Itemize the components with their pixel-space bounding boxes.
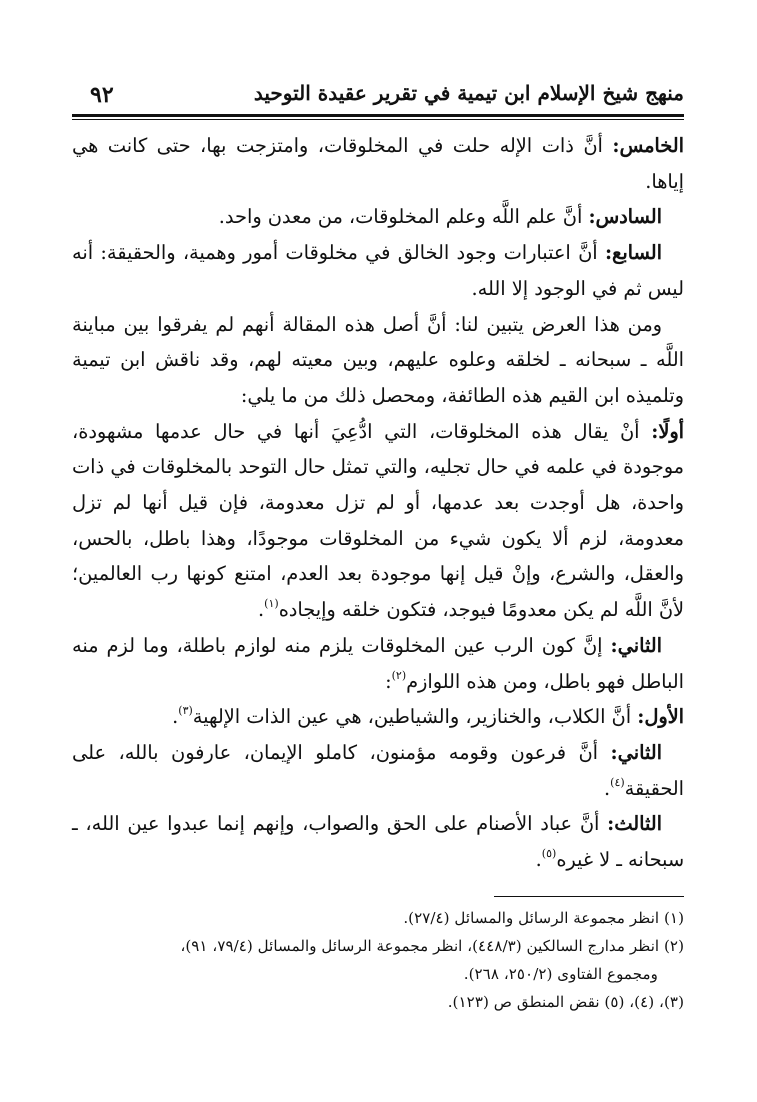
item-text: أنْ يقال هذه المخلوقات، التي ادُّعِيَ أنها في حال عدمها مشهودة، موجودة في علمه في حال تجليه، والتي تمثل حال التوحد بالمخلوقات في ذات واحدة، هل أوجدت بعد عدمها، أو لم تزل معدومة، فإن قيل أنها لم تزل معدومة، لزم ألا يكون شيء من المخلوقات موجودًا، وهذا باطل، بالحس، والعقل، والشرع، وإنْ قيل إنها موجودة بعد العدم، امتنع كونها رب العالمين؛ لأنَّ اللَّه لم يكن معدومًا فيوجد، فتكون خلقه وإيجاده: [72, 419, 684, 622]
item-label: أولًا:: [651, 419, 684, 443]
footnote-separator: [494, 896, 684, 897]
paragraph-first-refutation: [72, 414, 684, 628]
paragraph-second-refutation: [72, 628, 684, 699]
item-text: إنَّ كون الرب عين المخلوقات يلزم منه لوازم باطلة، وما لزم منه الباطل فهو باطل، ومن هذه اللوازم: [72, 633, 684, 693]
item-label: الثالث:: [607, 812, 662, 836]
item-label: السابع:: [604, 241, 662, 265]
footnote-ref: (٣): [178, 704, 193, 718]
paragraph-summary: [72, 307, 684, 414]
footnotes: [72, 904, 684, 1016]
header-rule-thin: [72, 119, 684, 120]
header-rule-thick: [72, 114, 684, 117]
item-label: السادس:: [588, 205, 662, 229]
main-text: [72, 128, 684, 878]
item-tail: :: [385, 669, 392, 693]
footnote-2: (٢) انظر مدارج السالكين (٤٤٨/٣)، انظر مجموعة الرسائل والمسائل (٧٩/٤، ٩١)،: [180, 937, 684, 955]
item-tail: .: [535, 848, 542, 872]
item-text: أنَّ فرعون وقومه مؤمنون، كاملو الإيمان، عارفون بالله، على الحقيقة: [72, 740, 684, 800]
page-number: ٩٢: [90, 82, 114, 108]
paragraph-fifth: [72, 128, 684, 199]
item-tail: .: [258, 598, 265, 622]
item-text: أنَّ علم اللَّه وعلم المخلوقات، من معدن واحد.: [218, 205, 589, 229]
page-header: [72, 78, 684, 110]
running-title: منهج شيخ الإسلام ابن تيمية في تقرير عقيدة التوحيد: [253, 81, 684, 105]
item-label: الثاني:: [610, 633, 662, 657]
item-text: أنَّ اعتبارات وجود الخالق في مخلوقات أمور وهمية، والحقيقة: أنه ليس ثم في الوجود إلا الله.: [72, 241, 684, 300]
item-text: أنَّ عباد الأصنام على الحق والصواب، وإنهم إنما عبدوا عين الله، ـ سبحانه ـ لا غيره: [72, 812, 684, 872]
item-tail: .: [172, 705, 179, 729]
item-label: الخامس:: [612, 134, 684, 157]
footnote-ref: (٤): [610, 775, 625, 789]
item-text: أنَّ ذات الإله حلت في المخلوقات، وامتزجت بها، حتى كانت هي إياها.: [72, 134, 684, 193]
item-text: أنَّ الكلاب، والخنازير، والشياطين، هي عين الذات الإلهية: [192, 705, 638, 729]
item-tail: .: [604, 776, 611, 800]
paragraph-sixth: [72, 199, 684, 235]
paragraph-consequence-2: [72, 735, 684, 806]
paragraph-consequence-3: [72, 806, 684, 877]
item-text: ومن هذا العرض يتبين لنا: أنَّ أصل هذه المقالة أنهم لم يفرقوا بين مباينة اللَّه ـ سبحانه ـ لخلقه وعلوه عليهم، وبين معيته لهم، وقد ناقش ابن تيمية وتلميذه ابن القيم هذه الطائفة، ومحصل ذلك من ما يلي:: [72, 312, 684, 407]
footnote-ref: (٥): [541, 847, 557, 861]
item-label: الثاني:: [610, 740, 662, 764]
footnote-1: (١) انظر مجموعة الرسائل والمسائل (٢٧/٤).: [403, 909, 684, 927]
item-label: الأول:: [637, 705, 684, 729]
paragraph-consequence-1: [72, 699, 684, 735]
paragraph-seventh: [72, 235, 684, 306]
footnote-3-5: (٣)، (٤)، (٥) نقض المنطق ص (١٢٣).: [447, 993, 684, 1011]
footnote-ref: (١): [264, 597, 279, 611]
footnote-ref: (٢): [391, 668, 407, 682]
footnote-2-continuation: ومجموع الفتاوى (٢٥٠/٢، ٢٦٨).: [463, 965, 658, 983]
